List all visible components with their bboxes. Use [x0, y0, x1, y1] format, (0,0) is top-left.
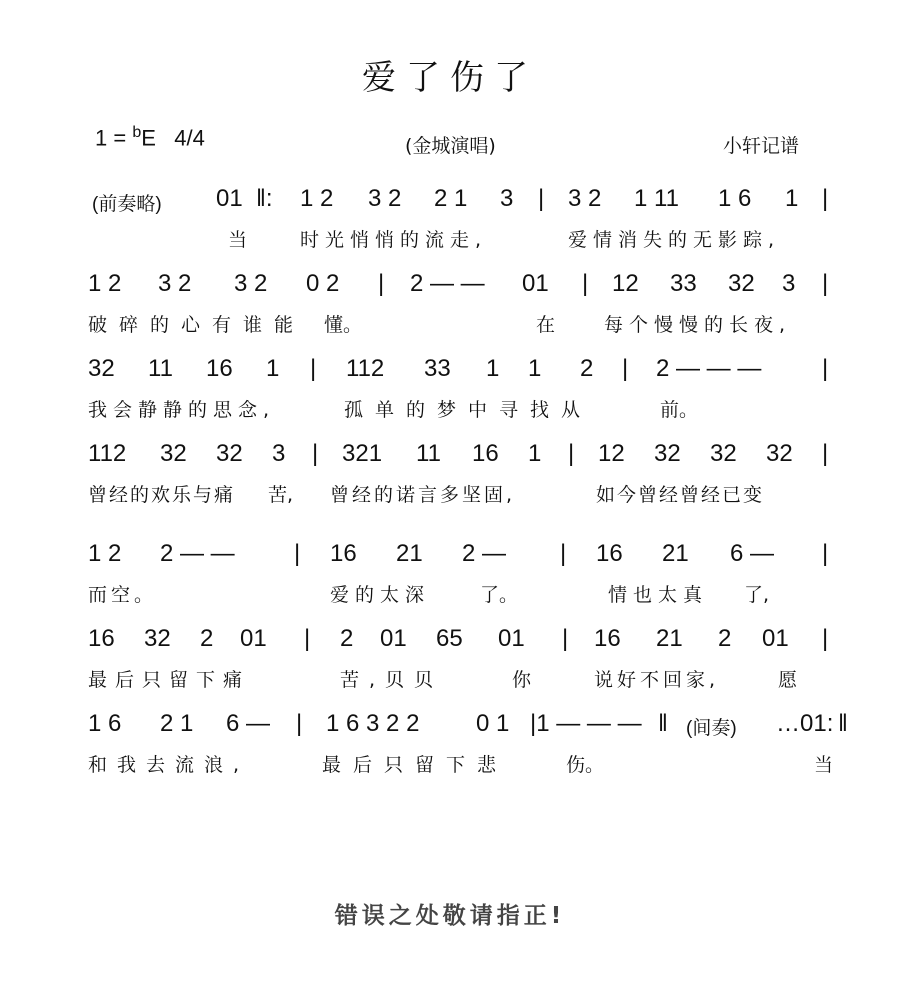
note-group: 33	[424, 355, 451, 382]
note-group: 1 2	[88, 270, 122, 297]
barline: |	[822, 540, 829, 567]
key-prefix: 1 =	[95, 125, 133, 151]
lyric-segment: 了。	[480, 584, 519, 606]
note-group: 21	[662, 540, 689, 567]
note-group: 1 6	[88, 710, 122, 737]
lyric-segment: 时光悄悄的流走,	[300, 229, 488, 251]
note-group: 01	[216, 185, 243, 212]
lyric-segment: 当	[814, 754, 834, 776]
score-line-2	[0, 270, 900, 350]
lyric-segment: 在	[536, 314, 556, 336]
barline: |	[304, 625, 311, 652]
note-group: 2 1	[160, 710, 194, 737]
barline: |	[822, 355, 829, 382]
lyric-row	[0, 665, 900, 705]
barline: |	[822, 270, 829, 297]
barline: |	[622, 355, 629, 382]
key-note: E	[141, 125, 156, 151]
note-group: 12	[612, 270, 639, 297]
note-group: …01:	[776, 710, 834, 737]
note-group: 2 1	[434, 185, 468, 212]
note-group: 2 — —	[160, 540, 235, 567]
note-group: 1 2	[88, 540, 122, 567]
lyric-segment: 说好不回家,	[594, 669, 720, 691]
note-group: 1	[528, 440, 542, 467]
lyric-segment: 每个慢慢的长夜,	[604, 314, 792, 336]
barline: |	[538, 185, 545, 212]
lyric-segment: 你	[512, 669, 532, 691]
note-group: 3 2	[158, 270, 192, 297]
lyric-row	[0, 395, 900, 435]
repeat-start: ‖:	[256, 185, 273, 212]
note-group: 2	[580, 355, 594, 382]
note-group: 12	[598, 440, 625, 467]
barline: |	[822, 185, 829, 212]
lyric-segment: 曾经的诺言多坚固,	[330, 484, 516, 506]
lyric-segment: 苦,	[268, 484, 294, 506]
lyric-segment: 前。	[660, 399, 699, 421]
lyric-segment: 孤单的梦中寻找从	[344, 399, 593, 421]
note-group: 1	[785, 185, 799, 212]
notation-row	[0, 710, 900, 750]
note-group: 1 11	[634, 185, 679, 212]
lyric-segment: 懂。	[324, 314, 363, 336]
note-group: 32	[144, 625, 171, 652]
note-group: 2 — —	[410, 270, 485, 297]
score-line-3	[0, 355, 900, 435]
lyric-segment: 曾经的欢乐与痛	[88, 484, 236, 506]
lyric-segment: 而空。	[88, 584, 158, 606]
note-group: 01	[380, 625, 407, 652]
score-line-1	[0, 185, 900, 265]
barline: |	[294, 540, 301, 567]
note-group: 1	[266, 355, 280, 382]
score-line-6	[0, 625, 900, 705]
note-group: 32	[654, 440, 681, 467]
lyric-row	[0, 310, 900, 350]
barline: |	[296, 710, 303, 737]
note-group: 32	[766, 440, 793, 467]
notation-row	[0, 625, 900, 665]
note-group: 16	[594, 625, 621, 652]
barline: |	[822, 440, 829, 467]
note-group: 32	[88, 355, 115, 382]
note-group: 3 2	[234, 270, 268, 297]
lyric-row	[0, 580, 900, 620]
note-group: 3	[782, 270, 796, 297]
lyric-row	[0, 225, 900, 265]
double-barline: ‖	[658, 710, 668, 737]
note-group: 16	[472, 440, 499, 467]
lyric-segment: 爱的太深	[330, 584, 431, 606]
lyric-segment: 我会静静的思念,	[88, 399, 276, 421]
note-group: 1 2	[300, 185, 334, 212]
notation-row	[0, 440, 900, 480]
lyric-segment: 伤。	[566, 754, 605, 776]
score-line-4	[0, 440, 900, 520]
note-group: 112	[88, 440, 127, 467]
note-group: 32	[710, 440, 737, 467]
barline: |	[822, 625, 829, 652]
note-group: 3	[500, 185, 514, 212]
barline: |	[378, 270, 385, 297]
notation-row	[0, 540, 900, 580]
note-group: 01	[240, 625, 267, 652]
note-group: 32	[216, 440, 243, 467]
time-signature: 4/4	[174, 125, 205, 151]
footer-note: 错误之处敬请指正!	[334, 903, 566, 929]
note-group: 321	[342, 440, 383, 467]
note-group: 0 1	[476, 710, 510, 737]
lyric-segment: 爱情消失的无影踪,	[568, 229, 781, 251]
singer-credit: (金城演唱)	[405, 135, 496, 157]
note-group: 01	[498, 625, 525, 652]
score-line-5	[0, 540, 900, 620]
note-group: 16	[596, 540, 623, 567]
note-group: 16	[330, 540, 357, 567]
key-signature	[95, 124, 205, 151]
note-group: 32	[728, 270, 755, 297]
notation-row	[0, 185, 900, 225]
lyric-segment: 苦,贝贝	[340, 669, 444, 691]
intro-label: (前奏略)	[92, 194, 162, 215]
notation-row	[0, 270, 900, 310]
note-group: 1 6	[718, 185, 752, 212]
note-group: 16	[88, 625, 115, 652]
note-group: 1 6 3 2 2	[326, 710, 420, 737]
lyric-segment: 愿	[778, 669, 798, 691]
note-group: 6 —	[226, 710, 271, 737]
note-group: 21	[656, 625, 683, 652]
note-group: 3	[272, 440, 286, 467]
barline: |	[310, 355, 317, 382]
barline: |	[562, 625, 569, 652]
transcriber-credit: 小轩记谱	[723, 135, 800, 157]
note-group: 01	[762, 625, 789, 652]
note-group: 2	[718, 625, 732, 652]
note-group: 0 2	[306, 270, 340, 297]
lyric-segment: 和我去流浪,	[88, 754, 250, 776]
lyric-segment: 破碎的心有谁能	[88, 314, 306, 336]
note-group: 1	[528, 355, 542, 382]
note-group: 21	[396, 540, 423, 567]
note-group: 11	[416, 440, 441, 467]
note-group: 65	[436, 625, 463, 652]
note-group: 3 2	[568, 185, 602, 212]
lyric-segment: 情也太真	[608, 584, 709, 606]
note-group: 32	[160, 440, 187, 467]
note-group: 6 —	[730, 540, 775, 567]
note-group: 2	[340, 625, 354, 652]
note-group: 2	[200, 625, 214, 652]
barline: |	[560, 540, 567, 567]
note-group: 11	[148, 355, 173, 382]
note-group: |1 — — —	[530, 710, 642, 737]
lyric-segment: 最后只留下悲	[322, 754, 509, 776]
key-flat: b	[132, 124, 142, 141]
score-line-7	[0, 710, 900, 790]
lyric-segment: 当	[228, 229, 254, 251]
lyric-segment: 了,	[744, 584, 770, 606]
lyric-segment: 如今曾经曾经已变	[596, 484, 765, 506]
note-group: 01	[522, 270, 549, 297]
repeat-end: ‖	[838, 710, 848, 737]
lyric-row	[0, 750, 900, 790]
note-group: 2 —	[462, 540, 507, 567]
note-group: 1	[486, 355, 500, 382]
barline: |	[582, 270, 589, 297]
lyric-segment: 最后只留下痛	[88, 669, 251, 691]
note-group: 33	[670, 270, 697, 297]
note-group: 16	[206, 355, 233, 382]
notation-row	[0, 355, 900, 395]
barline: |	[568, 440, 575, 467]
barline: |	[312, 440, 319, 467]
note-group: 112	[346, 355, 385, 382]
note-group: 2 — — —	[656, 355, 762, 382]
song-title: 爱了伤了	[362, 58, 538, 98]
interlude-label: (间奏)	[686, 718, 737, 739]
note-group: 3 2	[368, 185, 402, 212]
lyric-row	[0, 480, 900, 520]
